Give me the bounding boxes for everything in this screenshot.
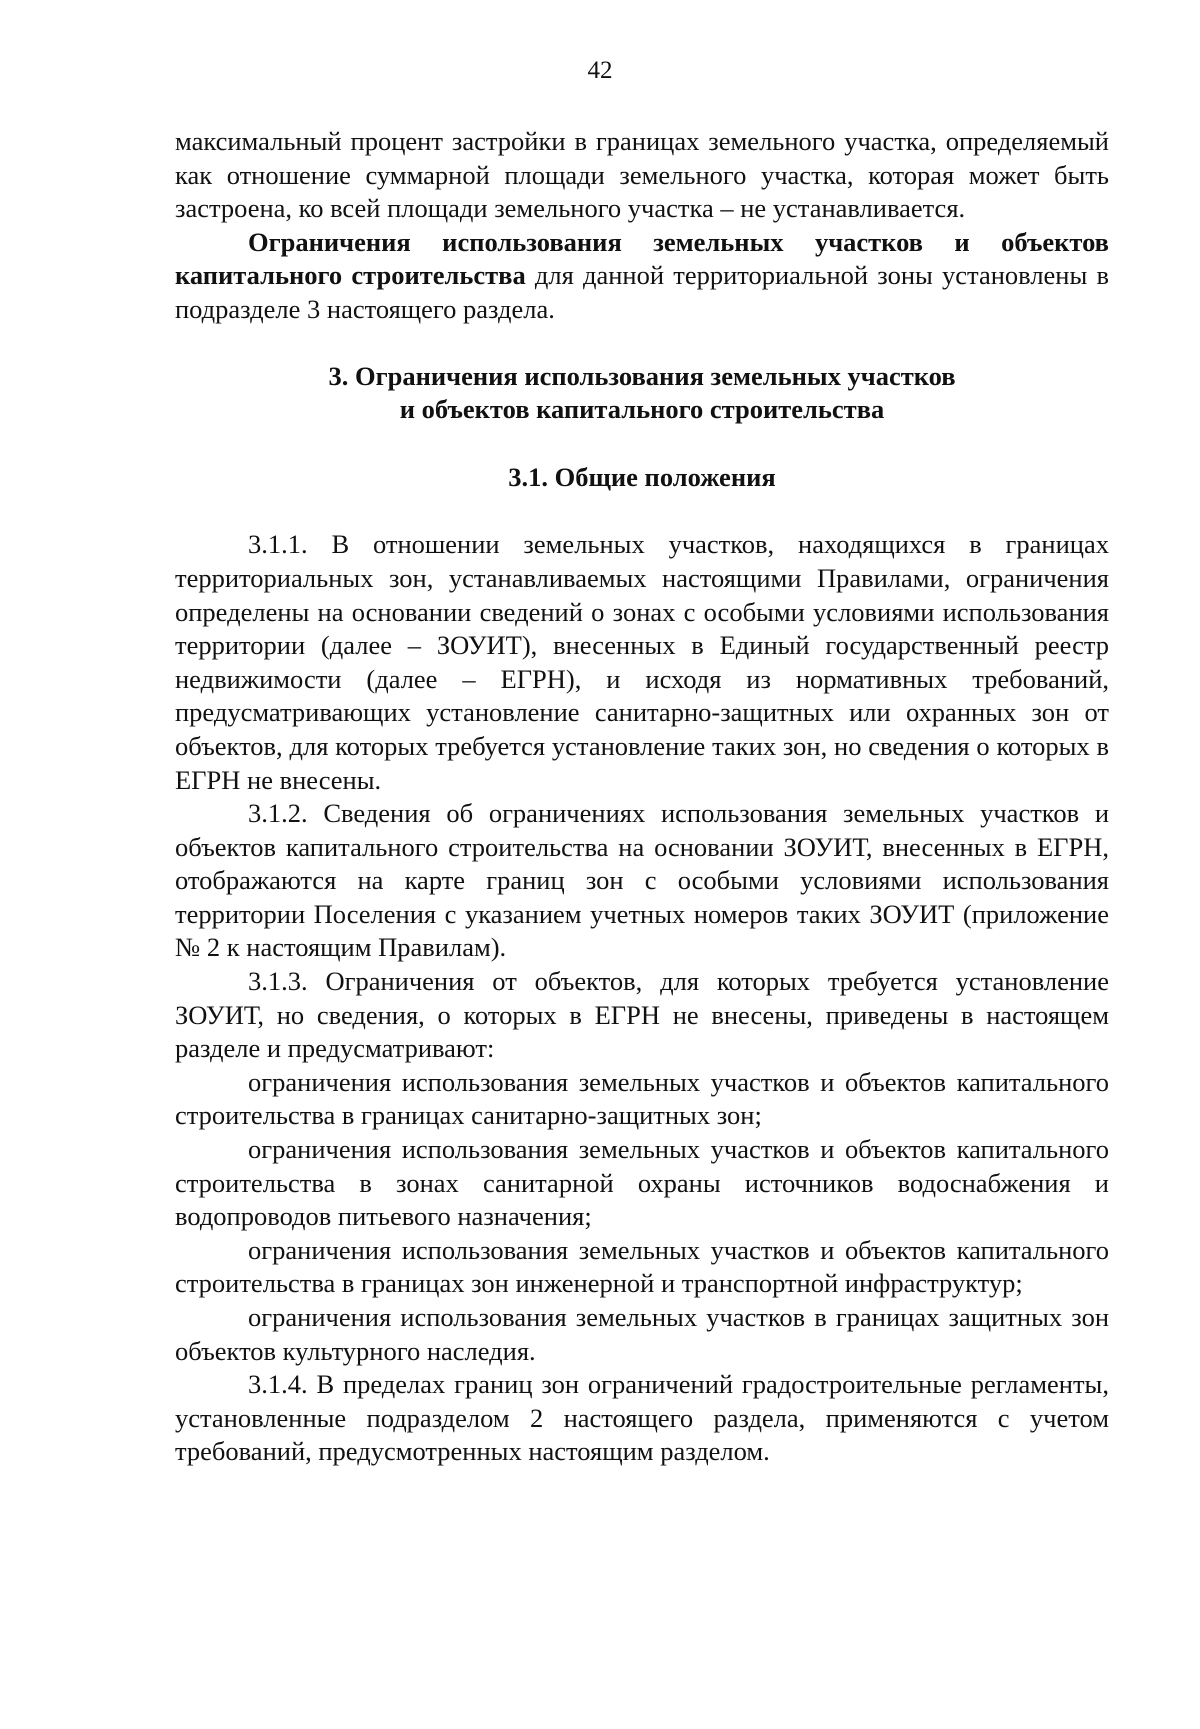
list-item: ограничения использования земельных участков и объектов капитального строительства в зонах санитарной охраны источников водоснабжения и водопроводов питьевого назначения; bbox=[175, 1134, 1109, 1232]
section-title-line-1: 3. Ограничения использования земельных участков bbox=[328, 360, 956, 391]
clause-3-1-1: 3.1.1. В отношении земельных участков, находящихся в границах территориальных зон, устанавливаемых настоящими Правилами, ограничения определены на основании сведений о зонах с особыми условиями использования территории (далее – ЗОУИТ), внесенных в Единый государственный реестр недвижимости (далее – ЕГРН), и исходя из нормативных требований, предусматривающих установление санитарно-защитных или охранных зон от объектов, для которых требуется установление таких зон, но сведения о которых в ЕГРН не внесены. bbox=[175, 529, 1109, 795]
subsection-title: 3.1. Общие положения bbox=[508, 461, 776, 492]
list-item: ограничения использования земельных участков и объектов капитального строительства в границах зон инженерной и транспортной инфраструктур; bbox=[175, 1234, 1109, 1299]
document-body bbox=[175, 125, 1109, 1469]
clause-3-1-2: 3.1.2. Сведения об ограничениях использования земельных участков и объектов капитального строительства на основании ЗОУИТ, внесенных в ЕГРН, отображаются на карте границ зон с особыми условиями использования территории Поселения с указанием учетных номеров таких ЗОУИТ (приложение № 2 к настоящим Правилам). bbox=[175, 798, 1109, 963]
page-number: 42 bbox=[587, 57, 613, 84]
section-title-line-2: и объектов капитального строительства bbox=[399, 394, 885, 425]
paragraph-restrictions-reference bbox=[175, 226, 1109, 327]
clause-3-1-3: 3.1.3. Ограничения от объектов, для которых требуется установление ЗОУИТ, но сведения, о которых в ЕГРН не внесены, приведены в настоящем разделе и предусматривают: bbox=[175, 966, 1109, 1064]
restrictions-reference-bold: Ограничения использования земельных участков и объектов капитального строительства bbox=[175, 226, 1109, 291]
list-item: ограничения использования земельных участков в границах защитных зон объектов культурного наследия. bbox=[175, 1302, 1109, 1366]
list-item: ограничения использования земельных участков и объектов капитального строительства в границах санитарно-защитных зон; bbox=[175, 1066, 1109, 1131]
section-heading bbox=[175, 360, 1109, 427]
restrictions-reference-rest: для данной территориальной зоны установлены в подразделе 3 настоящего раздела. bbox=[175, 260, 1109, 324]
clause-3-1-4: 3.1.4. В пределах границ зон ограничений градостроительные регламенты, установленные подразделом 2 настоящего раздела, применяются с учетом требований, предусмотренных настоящим разделом. bbox=[175, 1369, 1109, 1467]
paragraph-building-percentage: максимальный процент застройки в границах земельного участка, определяемый как отношение суммарной площади земельного участка, которая может быть застроена, ко всей площади земельного участка – не устанавливается. bbox=[175, 126, 1109, 224]
